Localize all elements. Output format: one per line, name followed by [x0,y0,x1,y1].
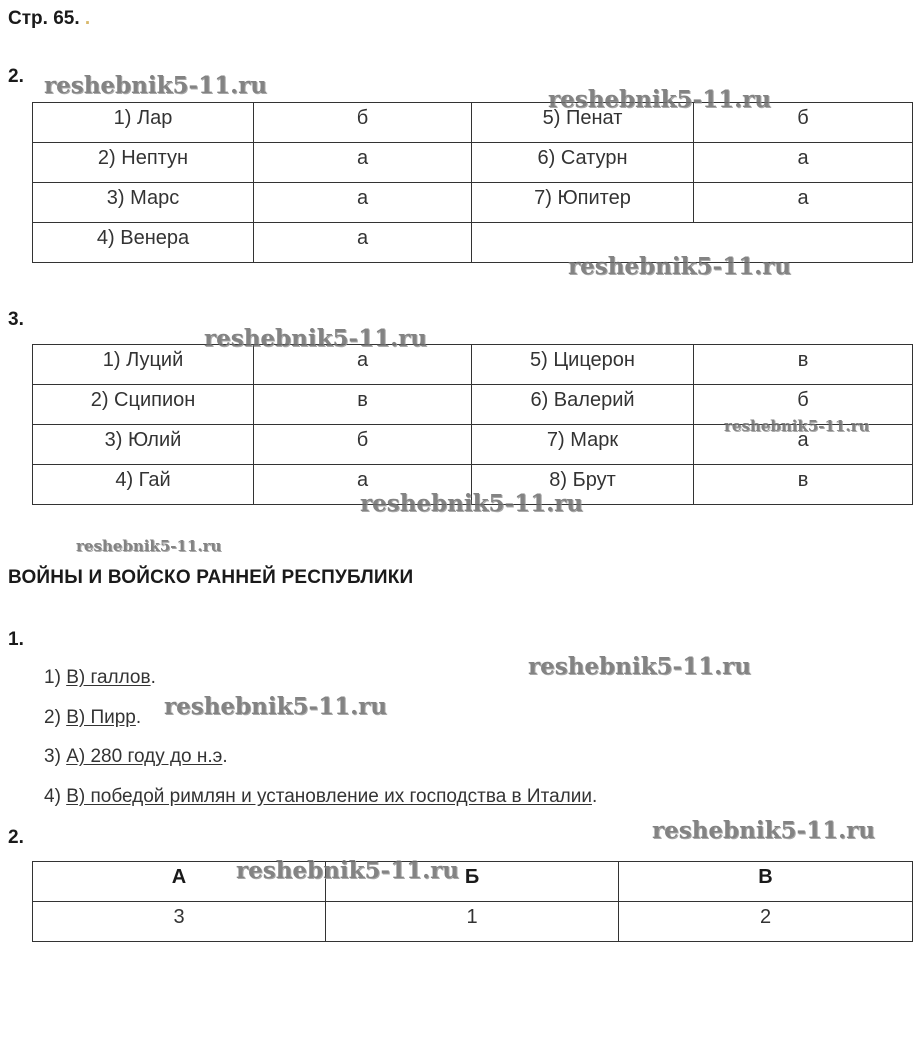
table-header-cell: А [33,862,326,902]
table-cell-empty [472,223,913,263]
page-label-dot: . [84,8,91,29]
page-label [8,8,90,30]
table-cell: 2 [619,902,913,942]
table-header-cell: Б [326,862,619,902]
table-cell: б [254,103,472,143]
task-1-number: 1. [8,629,24,650]
table-header-cell: В [619,862,913,902]
table-cell: 5) Цицерон [472,345,694,385]
task-2b-table [32,861,913,942]
table-cell: 3) Юлий [33,425,254,465]
table-row [33,103,913,143]
table-cell: 1) Лар [33,103,254,143]
watermark: reshebnik5-11.ru [568,253,791,280]
answer-list [44,664,597,822]
answer-text: А) 280 году до н.э [66,746,223,767]
table-cell: а [254,345,472,385]
watermark: reshebnik5-11.ru [236,857,459,884]
table-cell: 3 [33,902,326,942]
table-row [33,385,913,425]
table-cell: 7) Юпитер [472,183,694,223]
answer-text: В) Пирр [66,706,136,728]
table-header-row [33,862,913,902]
table-cell: а [254,143,472,183]
watermark: reshebnik5-11.ru [360,490,583,517]
watermark: reshebnik5-11.ru [44,72,267,99]
table-cell: а [254,465,472,505]
task-3-table [32,344,913,505]
table-cell: а [694,143,913,183]
table-row [33,902,913,942]
task-3-number: 3. [8,309,24,330]
table-cell: 6) Валерий [472,385,694,425]
task-2-number: 2. [8,66,24,87]
table-cell: а [254,223,472,263]
section-heading: ВОЙНЫ И ВОЙСКО РАННЕЙ РЕСПУБЛИКИ [8,567,414,588]
table-cell: 2) Сципион [33,385,254,425]
table-row [33,223,913,263]
watermark: reshebnik5-11.ru [652,817,875,844]
watermark: reshebnik5-11.ru [204,325,427,352]
table-cell: 4) Гай [33,465,254,505]
table-cell: 4) Венера [33,223,254,263]
task-2b-number: 2. [8,827,24,848]
answer-text: В) галлов [66,667,151,688]
table-cell: а [694,425,913,465]
watermark: reshebnik5-11.ru [528,653,751,680]
answer-item: 4) В) победой римлян и установление их господства в Италии. [44,785,598,807]
table-row [33,143,913,183]
table-row [33,465,913,505]
table-cell: 8) Брут [472,465,694,505]
watermark: reshebnik5-11.ru [164,693,387,720]
answer-item: 2) В) Пирр. [44,706,142,728]
page-label-text: Стр. 65. [8,8,80,29]
table-row [33,345,913,385]
table-cell: в [694,465,913,505]
table-cell: 5) Пенат [472,103,694,143]
table-cell: 6) Сатурн [472,143,694,183]
watermark: reshebnik5-11.ru [724,417,870,435]
table-cell: в [694,345,913,385]
task-2-table [32,102,913,263]
table-cell: б [254,425,472,465]
table-row [33,183,913,223]
table-cell: 7) Марк [472,425,694,465]
answer-text: В) победой римлян и установление их господства в Италии [66,785,592,807]
table-cell: 1 [326,902,619,942]
table-cell: 2) Нептун [33,143,254,183]
table-cell: а [694,183,913,223]
table-cell: б [694,103,913,143]
table-row [33,425,913,465]
table-cell: в [254,385,472,425]
table-cell: б [694,385,913,425]
table-cell: 1) Луций [33,345,254,385]
watermark: reshebnik5-11.ru [76,537,222,555]
table-cell: 3) Марс [33,183,254,223]
answer-item: 3) А) 280 году до н.э. [44,746,228,767]
answer-item: 1) В) галлов. [44,667,156,688]
watermark: reshebnik5-11.ru [548,86,771,113]
table-cell: а [254,183,472,223]
